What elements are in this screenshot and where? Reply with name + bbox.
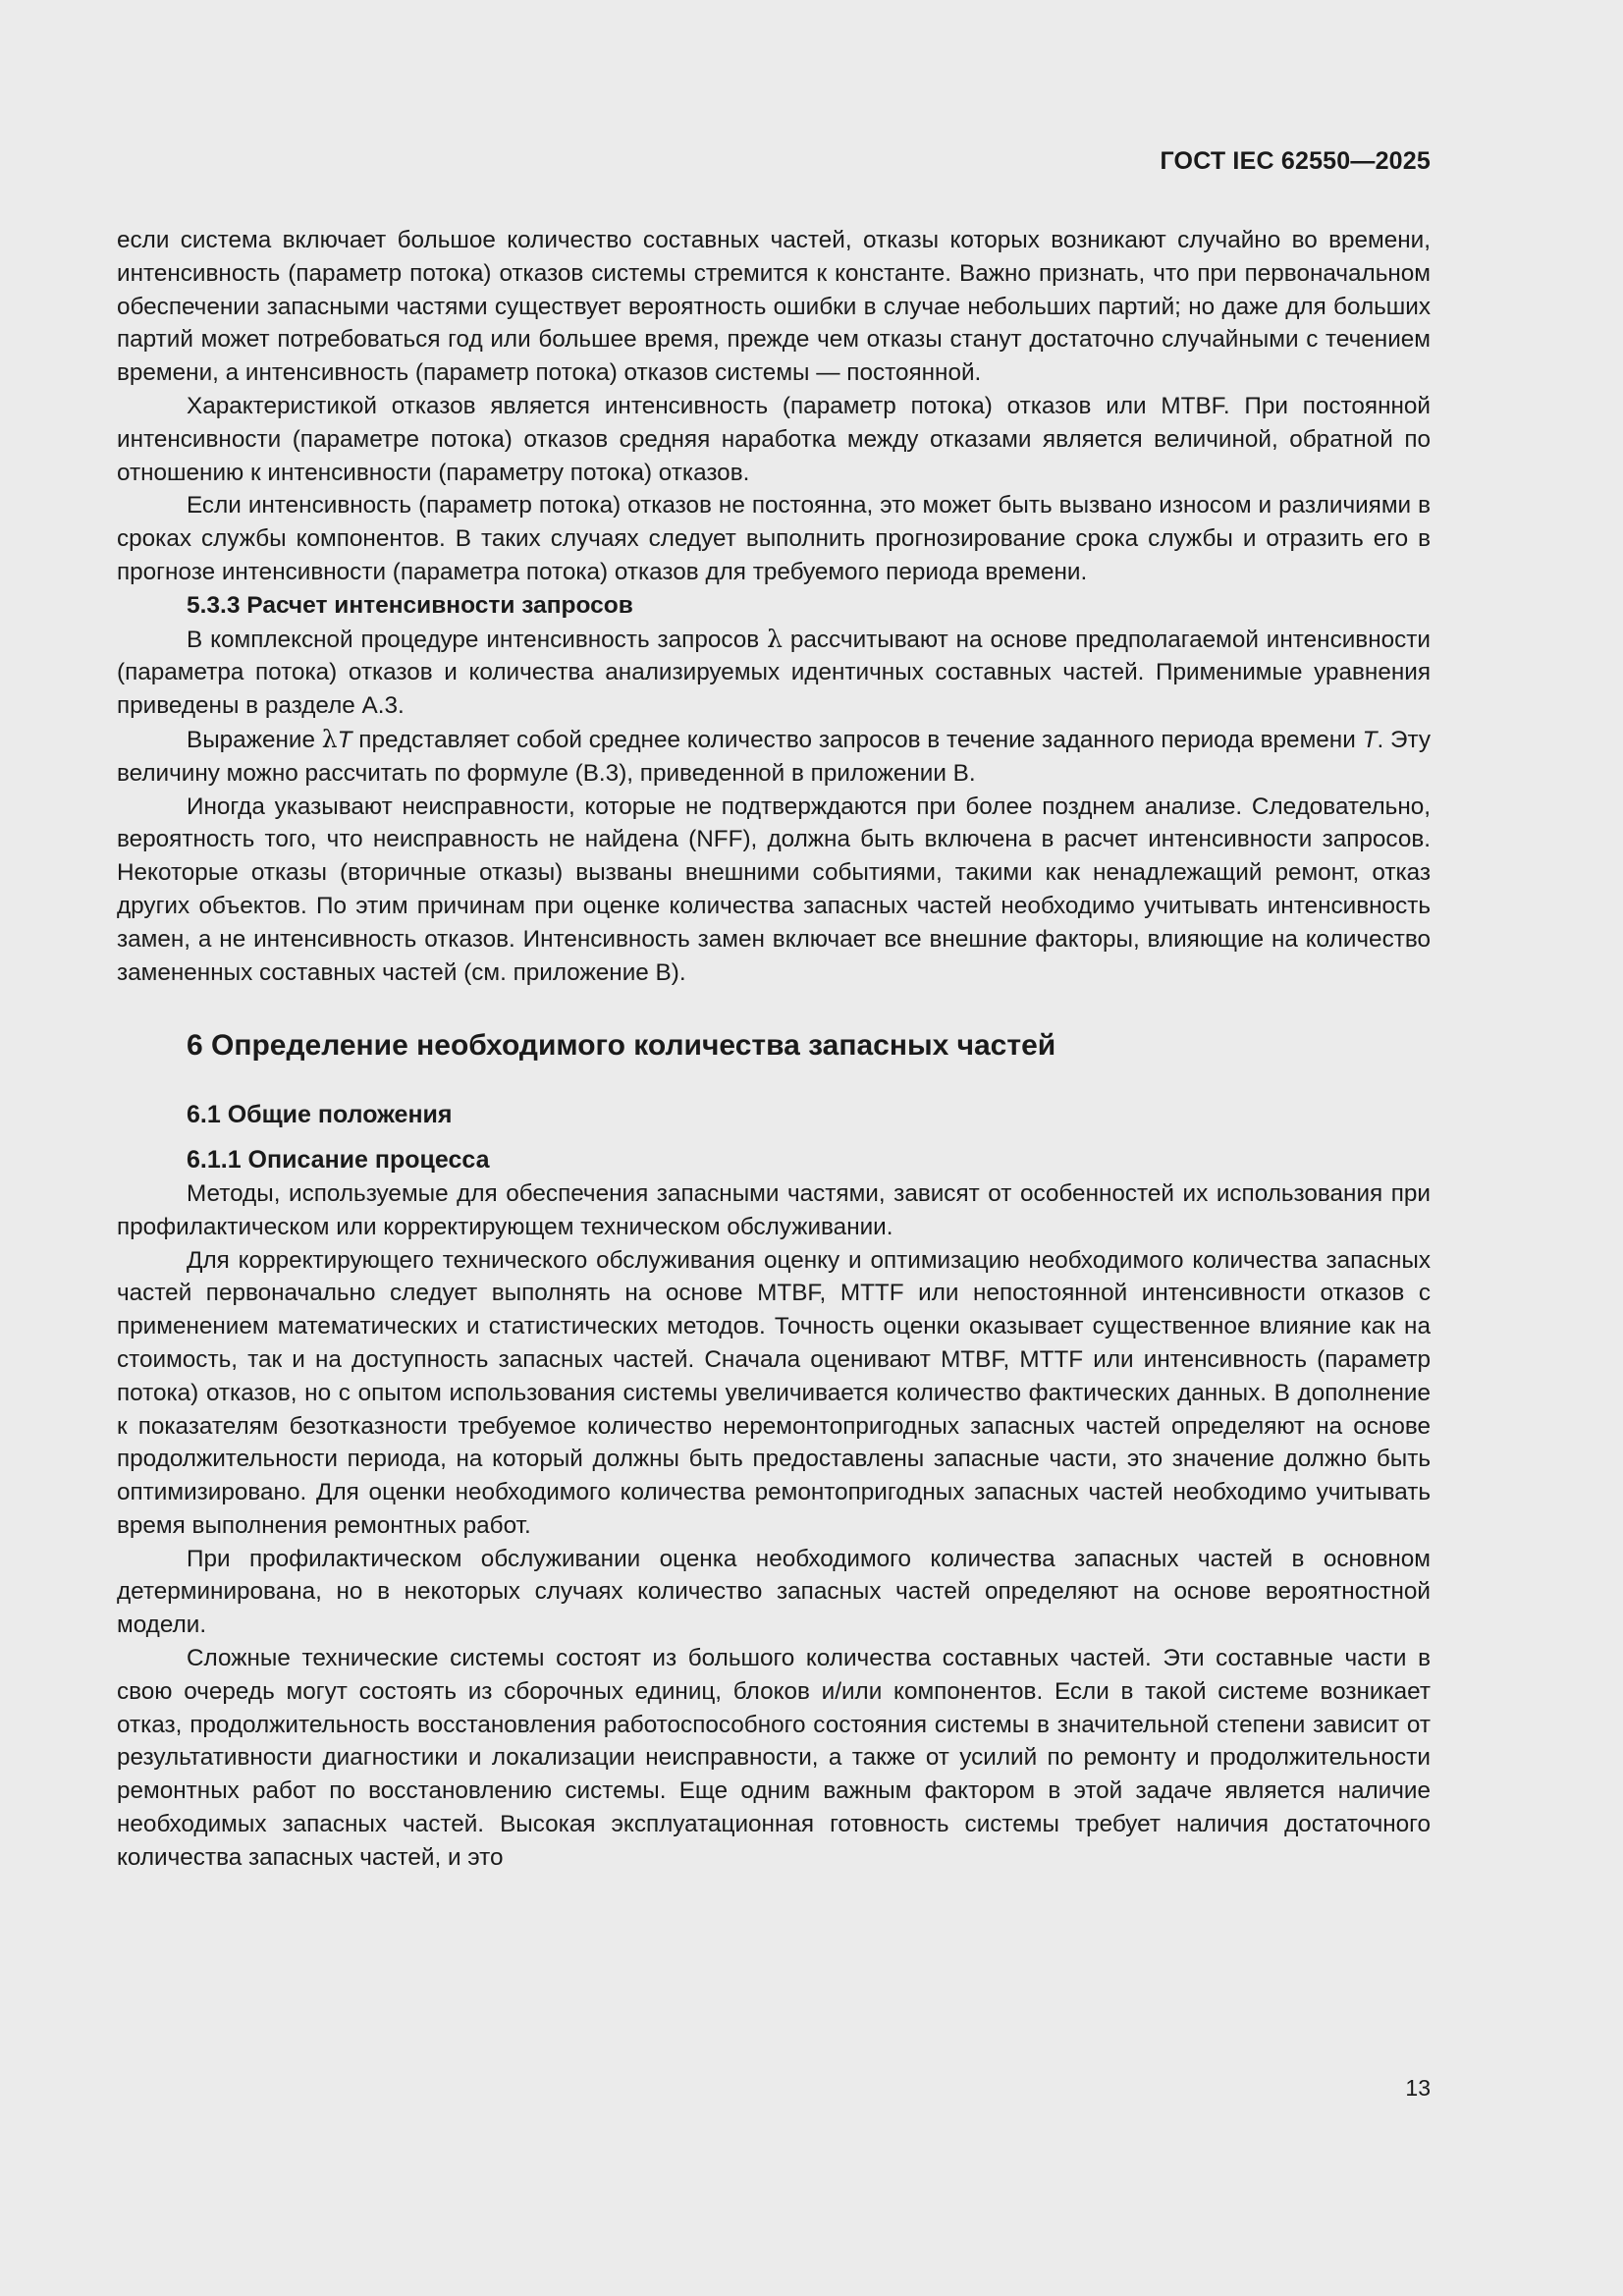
paragraph-continuation: если система включает большое количество составных частей, отказы которых возникают случайно во времени, интенсивность (параметр потока) отказов системы стремится к константе. Важно признать, что при первоначальном обеспечении запасными частями существует вероятность ошибки в случае небольших партий; но даже для больших партий может потребоваться год или большее время, прежде чем отказы станут достаточно случайными с течением времени, а интенсивность (параметр потока) отказов системы — постоянной.: [117, 227, 1431, 387]
variable-t: T: [337, 726, 352, 753]
paragraph-complex-systems: Сложные технические системы состоят из большого количества составных частей. Эти составные части в свою очередь могут состоять из сборочных единиц, блоков и/или компонентов. Если в такой системе возникает отказ, продолжительность восстановления работоспособного состояния системы в значительной степени зависит от результативности диагностики и локализации неисправности, а также от усилий по ремонту и продолжительности ремонтных работ по восстановлению системы. Еще одним важным фактором в этой задаче является наличие необходимых запасных частей. Высокая эксплуатационная готовность системы требует наличия достаточного количества запасных частей, и это: [117, 1645, 1431, 1871]
lambda-symbol: λ: [321, 724, 338, 753]
paragraph-corrective-maintenance: Для корректирующего технического обслуживания оценку и оптимизацию необходимого количества запасных частей первоначально следует выполнять на основе MTBF, MTTF или непостоянной интенсивности отказов с применением математических и статистических методов. Точность оценки оказывает существенное влияние как на стоимость, так и на доступность запасных частей. Сначала оценивают MTBF, MTTF или интенсивность (параметр потока) отказов, но с опытом использования системы увеличивается количество фактических данных. В дополнение к показателям безотказности требуемое количество неремонтопригодных запасных частей определяют на основе продолжительности периода, на который должны быть предоставлены запасные части, это значение должно быть оптимизировано. Для оценки необходимого количества ремонтопригодных запасных частей необходимо учитывать время выполнения ремонтных работ.: [117, 1246, 1431, 1539]
paragraph-request-rate: [117, 623, 1431, 723]
variable-t: T: [1362, 726, 1378, 753]
section-heading-5-3-3: 5.3.3 Расчет интенсивности запросов: [187, 591, 633, 619]
paragraph-preventive-maintenance: При профилактическом обслуживании оценка необходимого количества запасных частей в основном детерминирована, но в некоторых случаях количество запасных частей определяют на основе вероятностной модели.: [117, 1545, 1431, 1639]
page-number: 13: [1405, 2075, 1431, 2101]
paragraph-failure-characteristic: Характеристикой отказов является интенсивность (параметр потока) отказов или MTBF. При постоянной интенсивности (параметре потока) отказов средняя наработка между отказами является величиной, обратной по отношению к интенсивности (параметру потока) отказов.: [117, 392, 1431, 486]
lambda-symbol: λ: [767, 624, 783, 653]
section-heading-6-1-1: 6.1.1 Описание процесса: [187, 1146, 490, 1175]
text-fragment: В комплексной процедуре интенсивность запросов: [187, 626, 768, 653]
section-heading-6-1: 6.1 Общие положения: [187, 1101, 453, 1129]
paragraph-lambda-t-expression: [117, 723, 1431, 791]
text-fragment: представляет собой среднее количество запросов в течение заданного периода времени: [352, 726, 1363, 753]
paragraph-methods: Методы, используемые для обеспечения запасными частями, зависят от особенностей их использования при профилактическом или корректирующем техническом обслуживании.: [117, 1179, 1431, 1240]
paragraph-nff: Иногда указывают неисправности, которые не подтверждаются при более позднем анализе. Следовательно, вероятность того, что неисправность не найдена (NFF), должна быть включена в расчет интенсивности запросов. Некоторые отказы (вторичные отказы) вызваны внешними событиями, такими как ненадлежащий ремонт, отказ других объектов. По этим причинам при оценке количества запасных частей необходимо учитывать интенсивность замен, а не интенсивность отказов. Интенсивность замен включает все внешние факторы, влияющие на количество замененных составных частей (см. приложение В).: [117, 793, 1431, 986]
text-fragment: Выражение: [187, 726, 322, 753]
text-fragment: . Эту величину можно рассчитать по формуле (В.3), приведенной в приложении В.: [117, 726, 1432, 787]
text-fragment: рассчитывают на основе предполагаемой интенсивности (параметра потока) отказов и количества анализируемых идентичных составных частей. Применимые уравнения приведены в разделе А.3.: [117, 626, 1431, 720]
page-header-standard-id: ГОСТ IEC 62550—2025: [1160, 147, 1431, 175]
document-body: [117, 224, 1431, 1875]
paragraph-non-constant-rate: Если интенсивность (параметр потока) отказов не постоянна, это может быть вызвано износом и различиями в сроках службы компонентов. В таких случаях следует выполнить прогнозирование срока службы и отразить его в прогнозе интенсивности (параметра потока) отказов для требуемого периода времени.: [117, 492, 1431, 585]
section-heading-6: 6 Определение необходимого количества запасных частей: [187, 1029, 1056, 1063]
